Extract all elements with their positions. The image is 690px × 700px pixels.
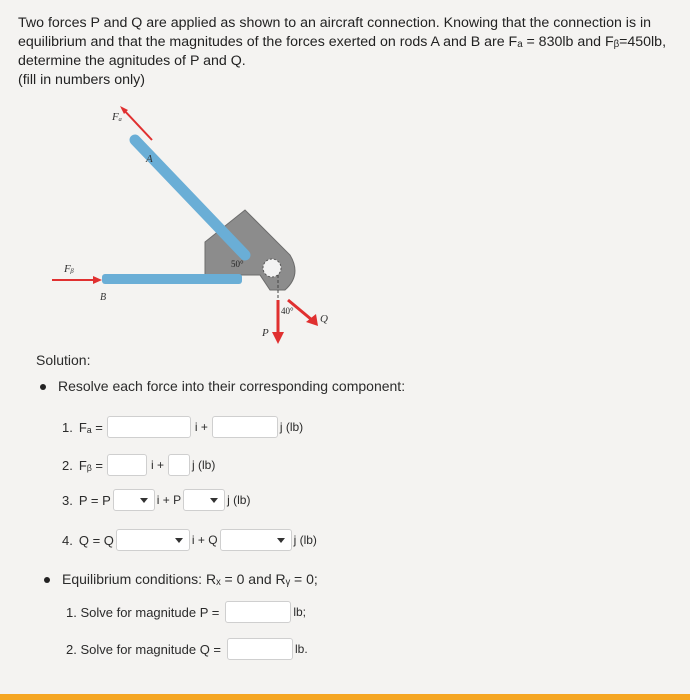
fa-label: Fₐ = — [78, 419, 103, 435]
bullet-dot — [44, 577, 50, 583]
fa-num: 1. — [62, 419, 73, 435]
chevron-down-icon — [277, 538, 285, 543]
q-i-select[interactable] — [116, 529, 190, 551]
q-row — [62, 529, 317, 551]
problem-line-1: Two forces P and Q are applied as shown to an aircraft connection. Knowing that the connection is in — [18, 15, 652, 31]
force-p-arrowhead — [272, 332, 284, 344]
solution-title: Solution: — [36, 352, 91, 368]
problem-line-3: determine the agnitudes of P and Q. — [18, 53, 246, 69]
problem-statement — [18, 14, 678, 90]
solve-p-label: 1. Solve for magnitude P = — [66, 604, 220, 620]
solve-q-unit: lb. — [295, 642, 308, 656]
force-fb-arrowhead — [93, 276, 102, 284]
p-mid: i + P — [156, 493, 182, 507]
label-fa: Fₐ — [112, 111, 122, 123]
p-label: P = P — [78, 492, 111, 508]
bullet-resolve-text: Resolve each force into their corresponding component: — [58, 378, 406, 394]
fa-i-input[interactable] — [107, 416, 191, 438]
aircraft-connection-figure — [40, 100, 340, 345]
fb-j-input[interactable] — [168, 454, 190, 476]
chevron-down-icon — [140, 498, 148, 503]
label-b: B — [100, 292, 107, 303]
solve-p-row — [66, 601, 306, 623]
chevron-down-icon — [175, 538, 183, 543]
solve-p-unit: lb; — [293, 605, 307, 619]
label-q: Q — [320, 313, 328, 325]
angle-40: 40° — [281, 306, 294, 316]
rod-b — [102, 274, 242, 284]
fa-mid: i + — [194, 420, 208, 434]
problem-line-2: equilibrium and that the magnitudes of the forces exerted on rods A and B are Fₐ = 830lb and Fᵦ=450lb, — [18, 34, 667, 50]
q-j-select[interactable] — [220, 529, 292, 551]
fa-j-input[interactable] — [212, 416, 278, 438]
fb-label: Fᵦ = — [78, 457, 103, 473]
bottom-bar — [0, 694, 690, 700]
fa-end: j (lb) — [279, 420, 304, 434]
label-a: A — [146, 153, 153, 165]
fb-row — [62, 454, 215, 476]
q-label: Q = Q — [78, 532, 114, 548]
angle-50: 50° — [231, 259, 244, 269]
p-end: j (lb) — [227, 493, 251, 507]
chevron-down-icon — [210, 498, 218, 503]
bullet-equilibrium-text: Equilibrium conditions: Rₓ = 0 and Rᵧ = 0; — [62, 571, 318, 587]
fb-num: 2. — [62, 457, 73, 473]
p-j-select[interactable] — [183, 489, 225, 511]
p-row — [62, 489, 250, 511]
q-mid: i + Q — [191, 533, 218, 547]
solve-q-row — [66, 638, 308, 660]
fb-end: j (lb) — [192, 458, 216, 472]
p-num: 3. — [62, 492, 73, 508]
pin — [263, 259, 281, 277]
fb-mid: i + — [151, 458, 165, 472]
q-num: 4. — [62, 532, 73, 548]
q-end: j (lb) — [293, 533, 317, 547]
solve-q-label: 2. Solve for magnitude Q = — [66, 641, 222, 657]
label-p: P — [262, 327, 269, 339]
fa-row — [62, 416, 303, 438]
magnitude-p-input[interactable] — [225, 601, 291, 623]
bullet-equilibrium — [44, 571, 318, 587]
magnitude-q-input[interactable] — [227, 638, 293, 660]
bullet-resolve — [40, 378, 405, 394]
fb-i-input[interactable] — [107, 454, 147, 476]
bullet-dot — [40, 384, 46, 390]
label-fb: Fᵦ — [64, 263, 74, 275]
p-i-select[interactable] — [113, 489, 155, 511]
problem-line-4: (fill in numbers only) — [18, 72, 145, 88]
